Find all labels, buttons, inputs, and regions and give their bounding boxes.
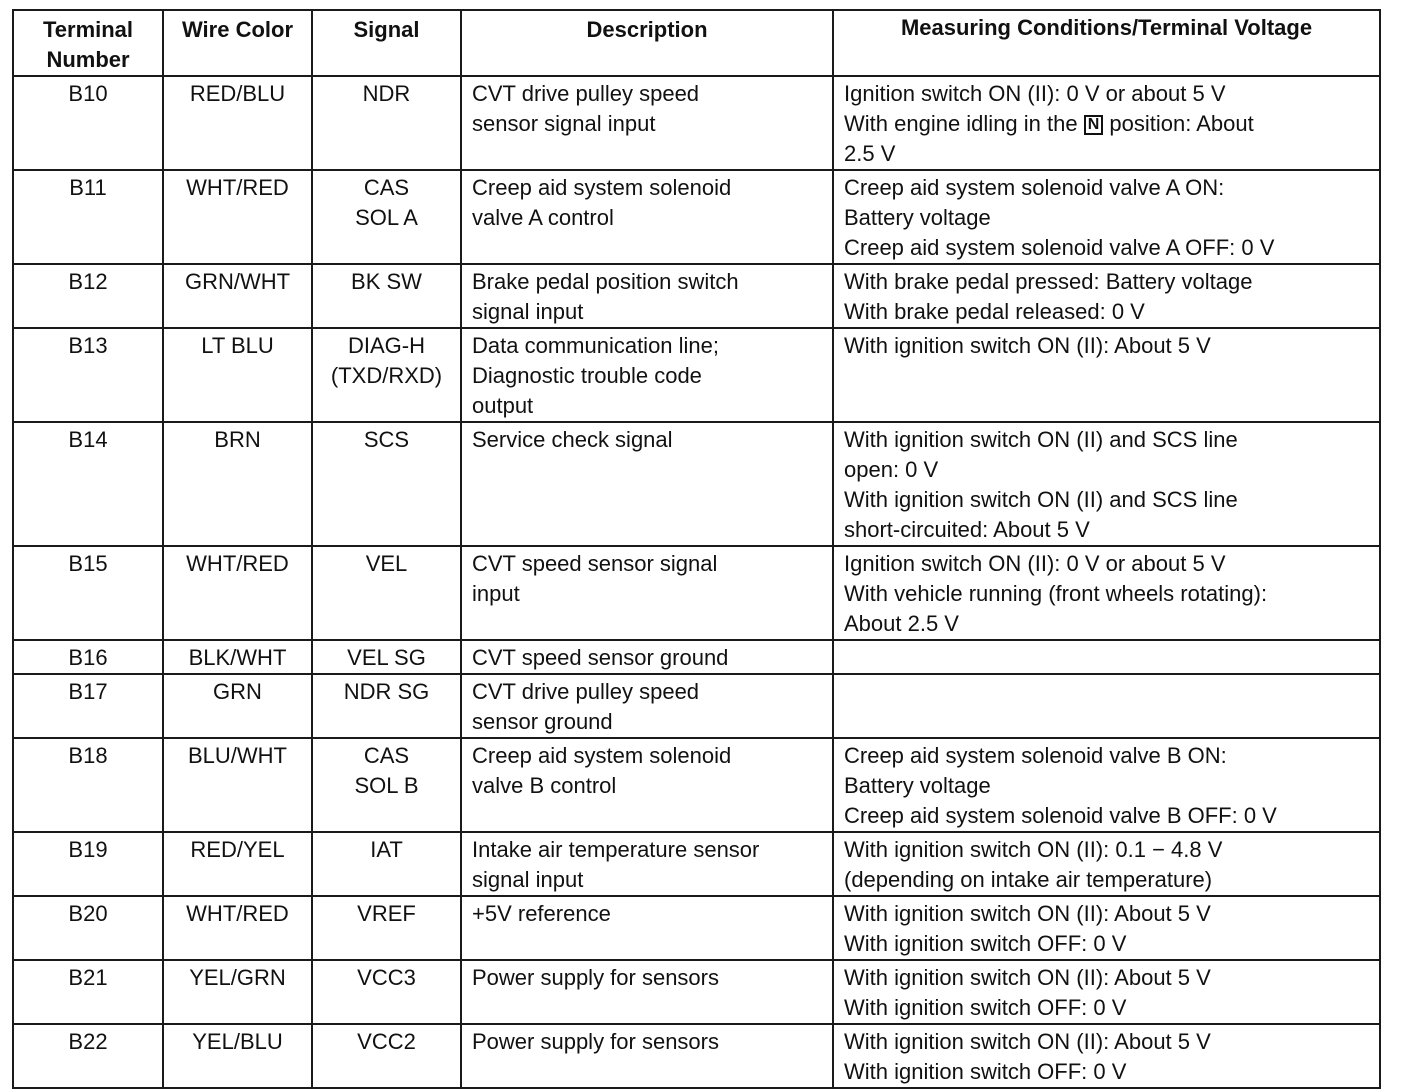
description-line: Power supply for sensors: [472, 965, 719, 990]
table-row: [13, 674, 1380, 738]
cell-measuring-conditions: [833, 170, 1380, 264]
condition-line: With ignition switch ON (II) and SCS line: [844, 427, 1238, 452]
cell-description: [461, 832, 833, 896]
table-body: [13, 76, 1380, 1088]
header-wire-color: Wire Color: [163, 10, 312, 76]
condition-line: With ignition switch ON (II): About 5 V: [844, 333, 1211, 358]
cell-description: [461, 328, 833, 422]
cell-measuring-conditions: [833, 896, 1380, 960]
description-line: sensor ground: [472, 709, 613, 734]
signal-line: CAS: [363, 175, 410, 200]
description-line: input: [472, 581, 520, 606]
condition-line: Ignition switch ON (II): 0 V or about 5 V: [844, 551, 1226, 576]
description-line: Diagnostic trouble code: [472, 363, 702, 388]
condition-line: Creep aid system solenoid valve A OFF: 0 V: [844, 235, 1275, 260]
cell-terminal-number: B15: [13, 546, 163, 640]
signal-line: CAS: [363, 743, 410, 768]
condition-line: Creep aid system solenoid valve B ON:: [844, 743, 1227, 768]
condition-line: With engine idling in the N position: About: [844, 111, 1254, 136]
condition-line: 2.5 V: [844, 141, 896, 166]
table-row: [13, 738, 1380, 832]
cell-description: [461, 640, 833, 674]
cell-signal: [312, 960, 461, 1024]
cell-measuring-conditions: [833, 674, 1380, 738]
signal-line: VEL: [365, 551, 408, 576]
cell-measuring-conditions: [833, 76, 1380, 170]
description-line: CVT drive pulley speed: [472, 679, 700, 704]
signal-line: SOL A: [355, 205, 418, 230]
condition-line: Ignition switch ON (II): 0 V or about 5 V: [844, 81, 1226, 106]
cell-measuring-conditions: [833, 640, 1380, 674]
condition-line: (depending on intake air temperature): [844, 867, 1213, 892]
condition-line: About 2.5 V: [844, 611, 959, 636]
condition-line: Battery voltage: [844, 773, 991, 798]
header-terminal-line: Terminal: [42, 17, 134, 42]
header-conditions: Measuring Conditions/Terminal Voltage: [833, 10, 1380, 76]
header-terminal-number: [13, 10, 163, 76]
cell-terminal-number: B11: [13, 170, 163, 264]
cell-signal: [312, 76, 461, 170]
cell-signal: [312, 896, 461, 960]
cell-terminal-number: B19: [13, 832, 163, 896]
cell-signal: [312, 674, 461, 738]
cell-description: [461, 546, 833, 640]
description-line: Intake air temperature sensor: [472, 837, 760, 862]
signal-line: NDR SG: [343, 679, 430, 704]
condition-line: short-circuited: About 5 V: [844, 517, 1090, 542]
header-signal: Signal: [312, 10, 461, 76]
header-terminal-line: Number: [46, 47, 130, 72]
condition-line: With ignition switch OFF: 0 V: [844, 995, 1127, 1020]
description-line: CVT drive pulley speed: [472, 81, 700, 106]
signal-line: DIAG-H: [348, 333, 425, 358]
cell-signal: [312, 170, 461, 264]
signal-line: BK SW: [351, 269, 422, 294]
cell-signal: [312, 546, 461, 640]
neutral-position-symbol: N: [1084, 115, 1104, 135]
table-row: [13, 640, 1380, 674]
condition-line: With ignition switch ON (II): About 5 V: [844, 1029, 1211, 1054]
condition-line: Creep aid system solenoid valve A ON:: [844, 175, 1225, 200]
cell-wire-color: BRN: [163, 422, 312, 546]
table-row: [13, 76, 1380, 170]
header-row: [13, 10, 1380, 76]
cell-wire-color: GRN/WHT: [163, 264, 312, 328]
cell-terminal-number: B18: [13, 738, 163, 832]
cell-wire-color: GRN: [163, 674, 312, 738]
description-line: Creep aid system solenoid: [472, 175, 732, 200]
cell-description: [461, 76, 833, 170]
signal-line: VREF: [357, 901, 416, 926]
cell-measuring-conditions: [833, 422, 1380, 546]
cell-measuring-conditions: [833, 1024, 1380, 1088]
cell-description: [461, 1024, 833, 1088]
description-line: output: [472, 393, 534, 418]
description-line: valve A control: [472, 205, 614, 230]
cell-terminal-number: B20: [13, 896, 163, 960]
terminal-voltage-table: [12, 9, 1381, 1089]
description-line: valve B control: [472, 773, 617, 798]
signal-line: VEL SG: [347, 645, 426, 670]
cell-signal: [312, 832, 461, 896]
cell-signal: [312, 1024, 461, 1088]
condition-line: With brake pedal released: 0 V: [844, 299, 1145, 324]
terminal-voltage-table-sheet: [12, 9, 1379, 1084]
description-line: sensor signal input: [472, 111, 656, 136]
description-line: Creep aid system solenoid: [472, 743, 732, 768]
cell-terminal-number: B12: [13, 264, 163, 328]
condition-line: With ignition switch ON (II): 0.1 − 4.8 V: [844, 837, 1223, 862]
description-line: signal input: [472, 867, 584, 892]
description-line: Service check signal: [472, 427, 673, 452]
description-line: Brake pedal position switch: [472, 269, 739, 294]
cell-wire-color: RED/BLU: [163, 76, 312, 170]
signal-line: (TXD/RXD): [330, 363, 443, 388]
table-row: [13, 264, 1380, 328]
cell-wire-color: BLK/WHT: [163, 640, 312, 674]
cell-signal: [312, 264, 461, 328]
condition-line: Creep aid system solenoid valve B OFF: 0 V: [844, 803, 1277, 828]
cell-terminal-number: B16: [13, 640, 163, 674]
description-line: Data communication line;: [472, 333, 720, 358]
cell-wire-color: WHT/RED: [163, 896, 312, 960]
description-line: Power supply for sensors: [472, 1029, 719, 1054]
cell-measuring-conditions: [833, 832, 1380, 896]
condition-line: With ignition switch ON (II): About 5 V: [844, 901, 1211, 926]
signal-line: IAT: [370, 837, 403, 862]
condition-line: With ignition switch OFF: 0 V: [844, 1059, 1127, 1084]
signal-line: VCC3: [357, 965, 416, 990]
cell-wire-color: WHT/RED: [163, 546, 312, 640]
cell-signal: [312, 422, 461, 546]
table-row: [13, 960, 1380, 1024]
cell-signal: [312, 738, 461, 832]
cell-terminal-number: B13: [13, 328, 163, 422]
signal-line: SOL B: [354, 773, 419, 798]
table-row: [13, 896, 1380, 960]
cell-wire-color: BLU/WHT: [163, 738, 312, 832]
cell-measuring-conditions: [833, 738, 1380, 832]
condition-line: Battery voltage: [844, 205, 991, 230]
cell-wire-color: LT BLU: [163, 328, 312, 422]
table-row: [13, 422, 1380, 546]
cell-terminal-number: B22: [13, 1024, 163, 1088]
cell-wire-color: RED/YEL: [163, 832, 312, 896]
table-row: [13, 832, 1380, 896]
cell-terminal-number: B14: [13, 422, 163, 546]
cell-description: [461, 738, 833, 832]
table-row: [13, 546, 1380, 640]
cell-measuring-conditions: [833, 328, 1380, 422]
signal-line: SCS: [363, 427, 410, 452]
cell-description: [461, 674, 833, 738]
cell-description: [461, 264, 833, 328]
cell-description: [461, 896, 833, 960]
cell-description: [461, 422, 833, 546]
description-line: +5V reference: [472, 901, 611, 926]
signal-line: VCC2: [357, 1029, 416, 1054]
table-row: [13, 1024, 1380, 1088]
table-row: [13, 328, 1380, 422]
cell-signal: [312, 640, 461, 674]
cell-terminal-number: B21: [13, 960, 163, 1024]
cell-terminal-number: B10: [13, 76, 163, 170]
cell-measuring-conditions: [833, 546, 1380, 640]
signal-line: NDR: [362, 81, 411, 106]
cell-wire-color: YEL/GRN: [163, 960, 312, 1024]
cell-description: [461, 170, 833, 264]
condition-line: With ignition switch OFF: 0 V: [844, 931, 1127, 956]
condition-line: With vehicle running (front wheels rotating):: [844, 581, 1268, 606]
description-line: CVT speed sensor signal: [472, 551, 718, 576]
condition-line: With ignition switch ON (II): About 5 V: [844, 965, 1211, 990]
description-line: signal input: [472, 299, 584, 324]
header-description: Description: [461, 10, 833, 76]
condition-line: With ignition switch ON (II) and SCS line: [844, 487, 1238, 512]
description-line: CVT speed sensor ground: [472, 645, 729, 670]
cell-wire-color: WHT/RED: [163, 170, 312, 264]
cell-measuring-conditions: [833, 264, 1380, 328]
cell-measuring-conditions: [833, 960, 1380, 1024]
table-row: [13, 170, 1380, 264]
cell-description: [461, 960, 833, 1024]
condition-line: open: 0 V: [844, 457, 939, 482]
condition-line: With brake pedal pressed: Battery voltage: [844, 269, 1253, 294]
cell-terminal-number: B17: [13, 674, 163, 738]
cell-wire-color: YEL/BLU: [163, 1024, 312, 1088]
cell-signal: [312, 328, 461, 422]
